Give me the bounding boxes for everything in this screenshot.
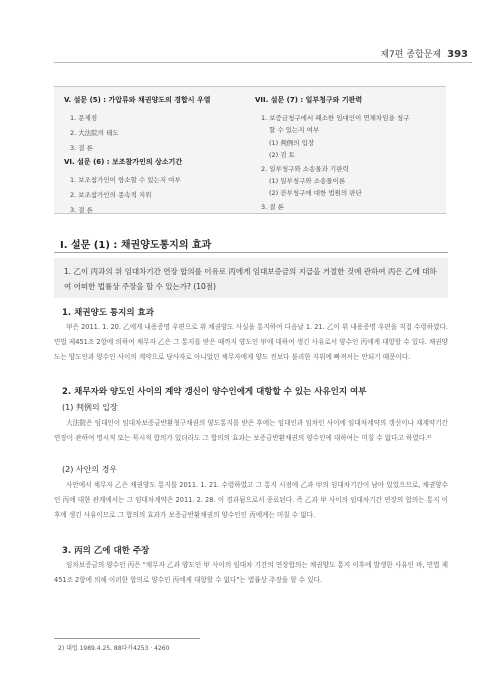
paragraph-1: 甲은 2011. 1. 20. 乙에게 내용증명 우편으로 위 채권양도 사실을 통지하여 다음날 1. 21. 乙이 위 내용증명 우편을 직접 수령하였다. 민법 제451조 2항에 의하여 채무자 乙은 그 통지를 받은 때까지 양도인 甲에 대하여 생긴 사유로서 양수인 丙에게 대항할 수 있다. 채권양도는 양도인과 양수인 사이의 계약으로 당사자로 아니었던 채무자에게 양도 전보다 불리한 지위에 빠져서는 안되기 때문이다. <box>54 323 448 361</box>
outline-item: 2. 보조참가인의 종속적 지위 <box>70 191 152 199</box>
outline-item: 1. 보증금청구에서 패소한 임대인이 연체차임을 청구 <box>261 114 410 122</box>
subheading-1: 1. 채권양도 통지의 효과 <box>62 308 154 318</box>
outline-item: (2) 검 토 <box>269 151 295 159</box>
outline-item: 1. 보조참가인이 항소할 수 있는지 여부 <box>70 176 181 184</box>
outline-item: 3. 결 론 <box>70 206 93 214</box>
outline-item: 1. 문제점 <box>70 114 98 122</box>
chapter-title: 제7편 종합문제 <box>380 50 442 60</box>
outline-item: (1) 判例의 입장 <box>269 139 315 147</box>
outline-item: (2) 잔부청구에 대한 법원의 판단 <box>269 189 362 197</box>
outline-item: 3. 결 론 <box>70 144 93 152</box>
subheading-2: 2. 채무자와 양도인 사이의 계약 갱신이 양수인에게 대항할 수 있는 사유인지 여부 <box>62 387 367 397</box>
footnote: 2) 대법 1989.4.25, 88다카4253 · 4260 <box>58 645 170 652</box>
page-number: 393 <box>447 49 468 60</box>
outline-item: 3. 결 론 <box>261 203 284 211</box>
subheading-3: 3. 丙의 乙에 대한 주장 <box>62 546 150 556</box>
outline-item: (1) 일부청구와 소송물이론 <box>269 177 346 185</box>
header-rule <box>54 62 472 63</box>
running-header <box>380 47 468 60</box>
footnote-rule <box>54 638 200 639</box>
outline-box <box>54 86 446 214</box>
subheading-2-2: (2) 사안의 경우 <box>62 465 118 474</box>
outline-heading: VII. 설문 (7) : 일부청구와 기판력 <box>255 96 363 104</box>
outline-heading: VI. 설문 (6) : 보조참가인의 상소기간 <box>64 158 183 166</box>
outline-item: 2. 일부청구와 소송물과 기판력 <box>261 165 349 173</box>
outline-item: 2. 大法院의 태도 <box>70 129 119 137</box>
paragraph-3: 사안에서 채무자 乙은 채권양도 통지를 2011. 1. 21. 수령하였고 그 통지 시점에 乙과 甲의 임대차기간이 남아 있었으므로, 채권양수인 丙에 대한 관계에서는 그 임대차계약은 2011. 2. 28. 이 경과됨으로서 종료된다. 즉 乙과 甲 사이의 임대차기간 연장의 합의는 통지 이후에 생긴 사유이므로 그 합의의 효과가 보증금반환채권의 양수인인 丙에게는 미칠 수 없다. <box>54 481 448 519</box>
outline-heading: V. 설문 (5) : 가압류와 채권양도의 경합시 우열 <box>64 96 211 104</box>
paragraph-2: 大法院은 임대인이 임대차보증금반환청구채권의 양도통지를 받은 후에는 임대인과 임차인 사이에 임대차계약의 갱신이나 재계약기간 연장이 관하여 명시적 또는 묵시적 합의가 있더라도 그 합의의 효과는 보증금반환채권의 양수인에 대하여는 미칠 수 없다고 하였다.²⁾ <box>54 419 448 442</box>
question-box <box>54 258 448 298</box>
section-title: Ⅰ. 설문 (1) : 채권양도통지의 효과 <box>60 240 212 251</box>
section-rule <box>54 252 448 253</box>
question-text: 1. 乙이 丙과의 위 임대차기간 연장 합의를 이유로 丙에게 임대보증금의 지급을 거절한 것에 관하여 丙은 乙에 대하여 어떠한 법률상 주장을 할 수 있는가? (10점) <box>64 267 437 291</box>
paragraph-4: 임차보증금의 양수인 丙은 "채무자 乙과 양도인 甲 사이의 임대차 기간의 연장합의는 채권양도 통지 이후에 발생한 사유인 바, 민법 제451조 2항에 의해 이러한 합의로 양수인 丙에게 대항할 수 없다"는 법률상 주장을 할 수 있다. <box>54 561 448 584</box>
outline-item: 할 수 있는지 여부 <box>269 126 320 134</box>
subheading-2-1: (1) 判例의 입장 <box>62 403 118 412</box>
